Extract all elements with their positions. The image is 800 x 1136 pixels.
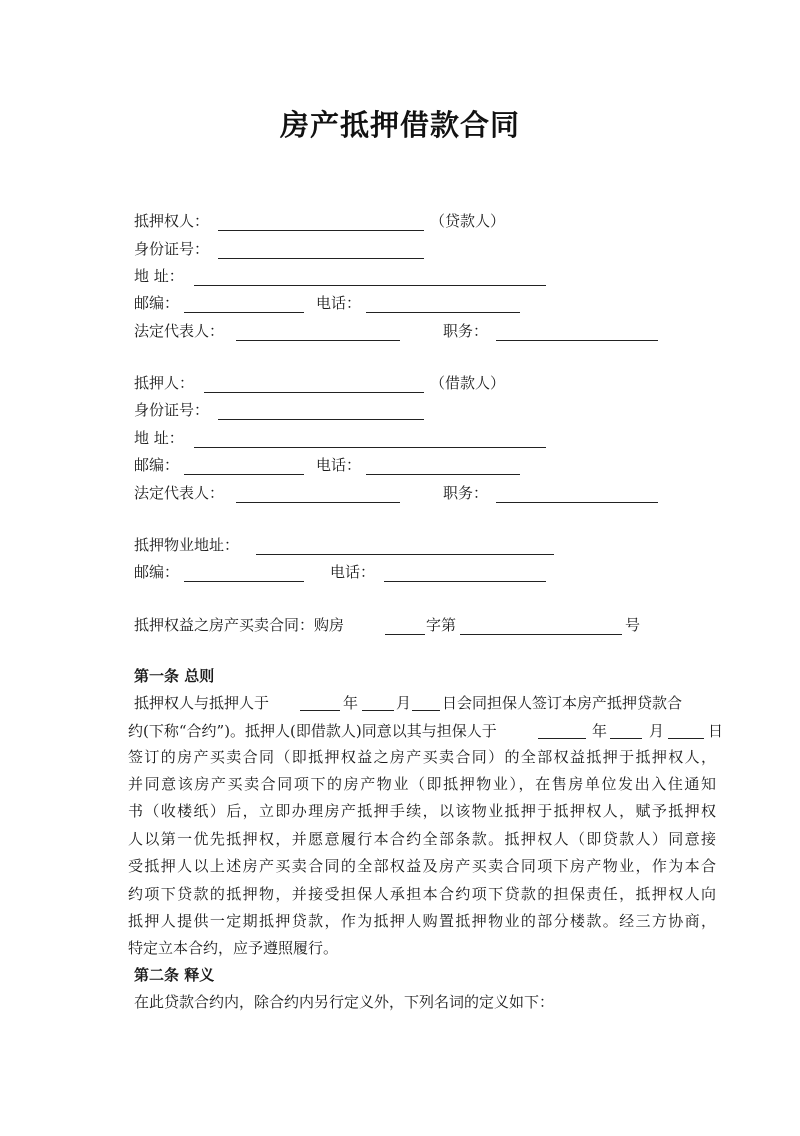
article1-day-blank[interactable] [412, 710, 440, 711]
property-address-label: 抵押物业地址： [134, 536, 240, 554]
article1-line2-day-blank[interactable] [668, 738, 704, 739]
article1-line1-c: 月 [396, 694, 412, 712]
article1-line2-year-blank[interactable] [538, 738, 586, 739]
mortgagor-address-blank[interactable] [194, 447, 546, 448]
article1-body-line: 特定立本合约，应予遵照履行。 [128, 939, 339, 957]
property-phone-label: 电话： [330, 563, 376, 581]
mortgagor-postcode-label: 邮编： [134, 456, 180, 474]
article2-heading: 第二条 释义 [134, 966, 215, 984]
article1-line2-a: 约(下称“合约”)。抵押人(即借款人)同意以其与担保人于 [128, 722, 497, 740]
mortgagee-position-label: 职务： [443, 322, 489, 340]
contract-ref-prefix: 抵押权益之房产买卖合同：购房 [134, 616, 345, 634]
article1-heading: 第一条 总则 [134, 667, 215, 685]
mortgagee-postcode-label: 邮编： [134, 294, 180, 312]
mortgagee-name-blank[interactable] [218, 230, 424, 231]
mortgagee-position-blank[interactable] [496, 340, 658, 341]
page-title: 房产抵押借款合同 [279, 108, 520, 142]
mortgagee-id-label: 身份证号： [134, 240, 210, 258]
article1-line1-b: 年 [343, 694, 359, 712]
article1-line1-a: 抵押权人与抵押人于 [134, 694, 270, 712]
article1-body-line: 并同意该房产买卖合同项下的房产物业（即抵押物业），在售房单位发出入住通知 [128, 775, 716, 793]
property-postcode-label: 邮编： [134, 563, 180, 581]
mortgagee-address-blank[interactable] [194, 285, 546, 286]
article1-body-line: 签订的房产买卖合同（即抵押权益之房产买卖合同）的全部权益抵押于抵押权人， [128, 748, 716, 766]
mortgagee-postcode-blank[interactable] [184, 312, 304, 313]
mortgagee-phone-blank[interactable] [366, 312, 520, 313]
mortgagor-address-label: 地 址： [134, 429, 184, 447]
article1-body-line: 约项下贷款的抵押物，并接受担保人承担本合约项下贷款的担保责任，抵押权人向 [128, 885, 716, 903]
property-address-blank[interactable] [256, 554, 554, 555]
mortgagor-id-label: 身份证号： [134, 401, 210, 419]
contract-ref-word-blank[interactable] [385, 634, 425, 635]
contract-ref-number-blank[interactable] [460, 634, 622, 635]
article1-line2-d: 日 [708, 722, 724, 740]
mortgagee-address-label: 地 址： [134, 267, 184, 285]
article1-line1-d: 日会同担保人签订本房产抵押贷款合 [442, 694, 683, 712]
article1-month-blank[interactable] [362, 710, 394, 711]
article1-year-blank[interactable] [300, 710, 340, 711]
mortgagor-role: （借款人） [430, 374, 506, 392]
mortgagor-phone-label: 电话： [316, 456, 362, 474]
article1-line2-month-blank[interactable] [610, 738, 642, 739]
mortgagee-role: （贷款人） [430, 212, 506, 230]
mortgagee-legal-rep-blank[interactable] [236, 340, 400, 341]
mortgagee-id-blank[interactable] [218, 258, 424, 259]
contract-ref-mid: 字第 [426, 616, 457, 634]
mortgagor-phone-blank[interactable] [366, 474, 520, 475]
mortgagee-phone-label: 电话： [316, 294, 362, 312]
article1-line2-b: 年 [592, 722, 608, 740]
property-phone-blank[interactable] [384, 581, 546, 582]
mortgagor-legal-rep-blank[interactable] [236, 502, 400, 503]
property-postcode-blank[interactable] [184, 581, 304, 582]
contract-ref-suffix: 号 [625, 616, 641, 634]
article1-body-line: 书（收楼纸）后，立即办理房产抵押手续，以该物业抵押于抵押权人，赋予抵押权 [128, 802, 716, 820]
mortgagor-name-blank[interactable] [204, 392, 424, 393]
mortgagor-legal-rep-label: 法定代表人： [134, 484, 225, 502]
article1-line2-c: 月 [649, 722, 665, 740]
mortgagor-id-blank[interactable] [218, 419, 424, 420]
article1-body-line: 受抵押人以上述房产买卖合同的全部权益及房产买卖合同项下房产物业，作为本合 [128, 857, 716, 875]
article1-body-line: 抵押人提供一定期抵押贷款，作为抵押人购置抵押物业的部分楼款。经三方协商， [128, 912, 716, 930]
mortgagee-label: 抵押权人： [134, 212, 210, 230]
mortgagee-legal-rep-label: 法定代表人： [134, 322, 225, 340]
mortgagor-position-blank[interactable] [496, 502, 658, 503]
mortgagor-position-label: 职务： [443, 484, 489, 502]
mortgagor-postcode-blank[interactable] [184, 474, 304, 475]
article2-line1: 在此贷款合约内，除合约内另行定义外，下列名词的定义如下： [134, 993, 555, 1011]
article1-body-line: 人以第一优先抵押权，并愿意履行本合约全部条款。抵押权人（即贷款人）同意接 [128, 830, 716, 848]
mortgagor-label: 抵押人： [134, 374, 195, 392]
